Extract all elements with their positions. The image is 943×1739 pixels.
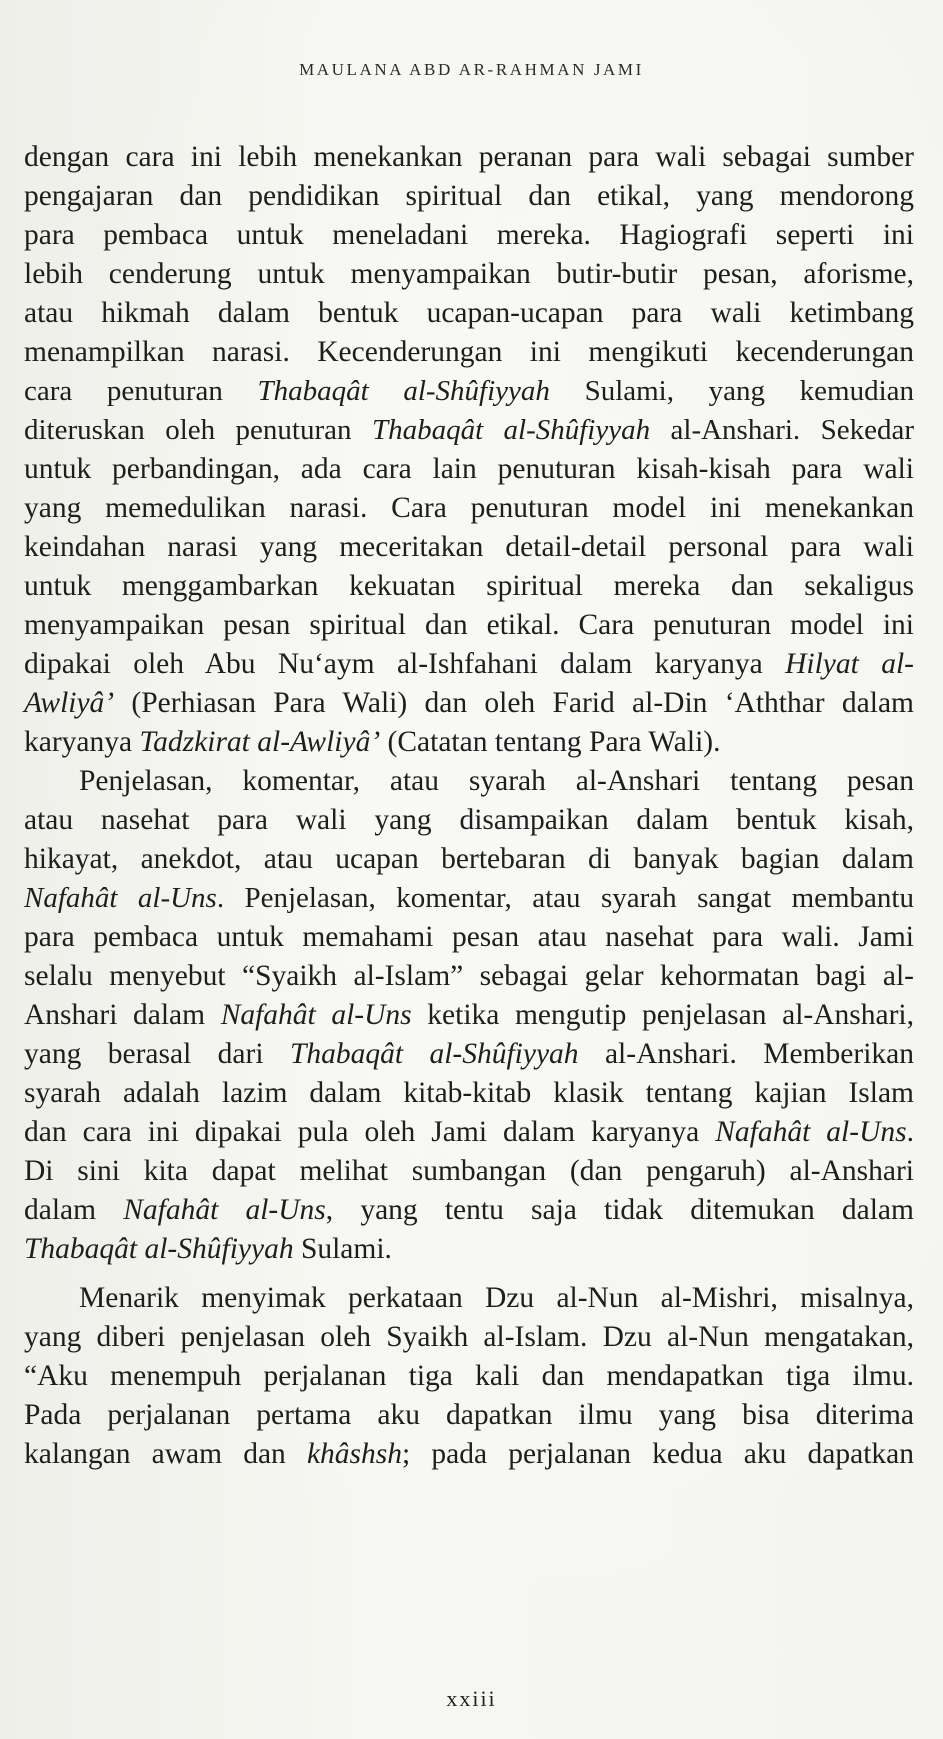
text-line: dengan cara ini lebih menekankan peranan para wali sebagai sumber [24, 141, 914, 173]
text-line: pengajaran dan pendidikan spiritual dan etikal, yang mendorong [24, 180, 914, 212]
text-line: Di sini kita dapat melihat sumbangan (dan pengaruh) al-Anshari [24, 1155, 914, 1187]
page-number: xxiii [446, 1686, 497, 1711]
text-line: para pembaca untuk memahami pesan atau nasehat para wali. Jami [24, 921, 914, 953]
text-line: yang memedulikan narasi. Cara penuturan model ini menekankan [24, 492, 914, 524]
text-line: para pembaca untuk meneladani mereka. Hagiografi seperti ini [24, 219, 914, 251]
text-line: Nafahât al-Uns. Penjelasan, komentar, atau syarah sangat membantu [24, 882, 914, 914]
text-line: syarah adalah lazim dalam kitab-kitab klasik tentang kajian Islam [24, 1077, 914, 1109]
text-line: Awliyâ’ (Perhiasan Para Wali) dan oleh Farid al-Din ‘Aththar dalam [24, 687, 914, 719]
text-line: menyampaikan pesan spiritual dan etikal. Cara penuturan model ini [24, 609, 914, 641]
text-line: dalam Nafahât al-Uns, yang tentu saja tidak ditemukan dalam [24, 1194, 914, 1226]
text-line: hikayat, anekdot, atau ucapan bertebaran di banyak bagian dalam [24, 843, 914, 875]
text-line: yang berasal dari Thabaqât al-Shûfiyyah al-Anshari. Memberikan [24, 1038, 914, 1070]
paragraph-first-line: Penjelasan, komentar, atau syarah al-Anshari tentang pesan [79, 765, 914, 797]
text-line: atau nasehat para wali yang disampaikan dalam bentuk kisah, [24, 804, 914, 836]
text-line: karyanya Tadzkirat al-Awliyâ’ (Catatan tentang Para Wali). [24, 726, 721, 758]
text-line: lebih cenderung untuk menyampaikan butir-butir pesan, aforisme, [24, 258, 914, 290]
text-line: yang diberi penjelasan oleh Syaikh al-Islam. Dzu al-Nun mengatakan, [24, 1321, 914, 1353]
body-text [24, 138, 914, 1474]
text-line: diteruskan oleh penuturan Thabaqât al-Shûfiyyah al-Anshari. Sekedar [24, 414, 914, 446]
text-line: untuk menggambarkan kekuatan spiritual mereka dan sekaligus [24, 570, 914, 602]
text-line: untuk perbandingan, ada cara lain penuturan kisah-kisah para wali [24, 453, 914, 485]
text-line: dipakai oleh Abu Nu‘aym al-Ishfahani dalam karyanya Hilyat al- [24, 648, 914, 680]
text-line: Pada perjalanan pertama aku dapatkan ilmu yang bisa diterima [24, 1399, 914, 1431]
text-line: dan cara ini dipakai pula oleh Jami dalam karyanya Nafahât al-Uns. [24, 1116, 914, 1148]
text-line: selalu menyebut “Syaikh al-Islam” sebagai gelar kehormatan bagi al- [24, 960, 914, 992]
text-line: menampilkan narasi. Kecenderungan ini mengikuti kecenderungan [24, 336, 914, 368]
paragraph-gap [24, 1269, 914, 1279]
text-line: keindahan narasi yang meceritakan detail-detail personal para wali [24, 531, 914, 563]
running-head: MAULANA ABD AR-RAHMAN JAMI [299, 60, 644, 79]
paragraph-first-line: Menarik menyimak perkataan Dzu al-Nun al-Mishri, misalnya, [79, 1282, 914, 1314]
text-line: “Aku menempuh perjalanan tiga kali dan mendapatkan tiga ilmu. [24, 1360, 914, 1392]
text-line: Anshari dalam Nafahât al-Uns ketika mengutip penjelasan al-Anshari, [24, 999, 914, 1031]
text-line: kalangan awam dan khâshsh; pada perjalanan kedua aku dapatkan [24, 1438, 914, 1470]
text-line: Thabaqât al-Shûfiyyah Sulami. [24, 1233, 392, 1265]
text-line: cara penuturan Thabaqât al-Shûfiyyah Sulami, yang kemudian [24, 375, 914, 407]
text-line: atau hikmah dalam bentuk ucapan-ucapan para wali ketimbang [24, 297, 914, 329]
